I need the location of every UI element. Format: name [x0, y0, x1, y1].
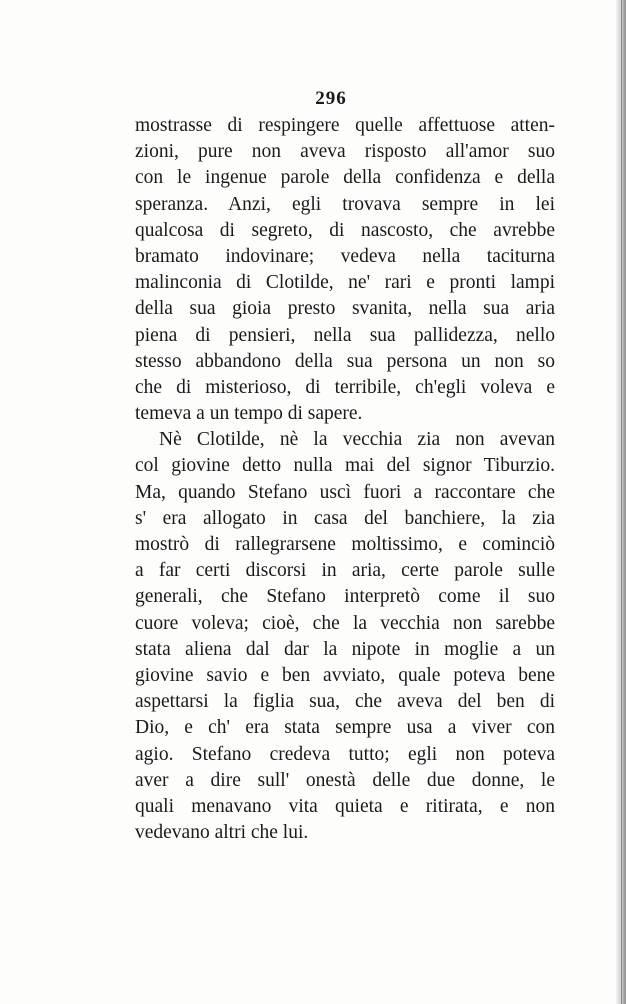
text-line: cuore voleva; cioè, che la vecchia non sarebbe [135, 612, 555, 634]
body-text [135, 113, 555, 846]
text-line: stesso abbandono della sua persona un non so [135, 350, 555, 372]
text-line: temeva a un tempo di sapere. [135, 403, 363, 425]
text-line: agio. Stefano credeva tutto; egli non poteva [135, 743, 555, 765]
page-number: 296 [315, 88, 347, 109]
text-line: qualcosa di segreto, di nascosto, che avrebbe [135, 219, 555, 241]
text-line: della sua gioia presto svanita, nella sua aria [135, 298, 555, 320]
paragraph-2 [135, 427, 555, 846]
text-line: col giovine detto nulla mai del signor Tiburzio. [135, 455, 555, 477]
text-line: malinconia di Clotilde, ne' rari e pronti lampi [135, 272, 555, 294]
text-line: Ma, quando Stefano uscì fuori a raccontare che [135, 481, 555, 503]
text-line: bramato indovinare; vedeva nella taciturna [135, 245, 555, 267]
text-line: mostrò di rallegrarsene moltissimo, e cominciò [135, 534, 555, 555]
text-line: generali, che Stefano interpretò come il suo [135, 586, 555, 608]
text-line: giovine savio e ben avviato, quale poteva bene [135, 664, 555, 686]
text-line: vedevano altri che lui. [135, 822, 309, 844]
text-line: con le ingenue parole della confidenza e della [135, 167, 555, 189]
text-line: quali menavano vita quieta e ritirata, e non [135, 795, 555, 817]
text-line: Nè Clotilde, nè la vecchia zia non avevan [159, 429, 555, 451]
text-line: aver a dire sull' onestà delle due donne, le [135, 769, 555, 791]
text-line: speranza. Anzi, egli trovava sempre in lei [135, 193, 555, 215]
text-line: aspettarsi la figlia sua, che aveva del ben di [135, 691, 555, 713]
text-line: piena di pensieri, nella sua pallidezza, nello [135, 324, 555, 346]
text-line: zioni, pure non aveva risposto all'amor suo [135, 141, 555, 163]
page-edge-line [621, 0, 622, 1004]
text-line: s' era allogato in casa del banchiere, la zia [135, 507, 555, 529]
text-line: a far certi discorsi in aria, certe parole sulle [135, 560, 555, 582]
text-line: Dio, e ch' era stata sempre usa a viver con [135, 717, 555, 739]
text-line: che di misterioso, di terribile, ch'egli voleva e [135, 376, 555, 398]
paragraph-1 [135, 113, 555, 427]
text-line: mostrasse di respingere quelle affettuose atten- [135, 115, 555, 136]
text-line: stata aliena dal dar la nipote in moglie a un [135, 638, 555, 660]
